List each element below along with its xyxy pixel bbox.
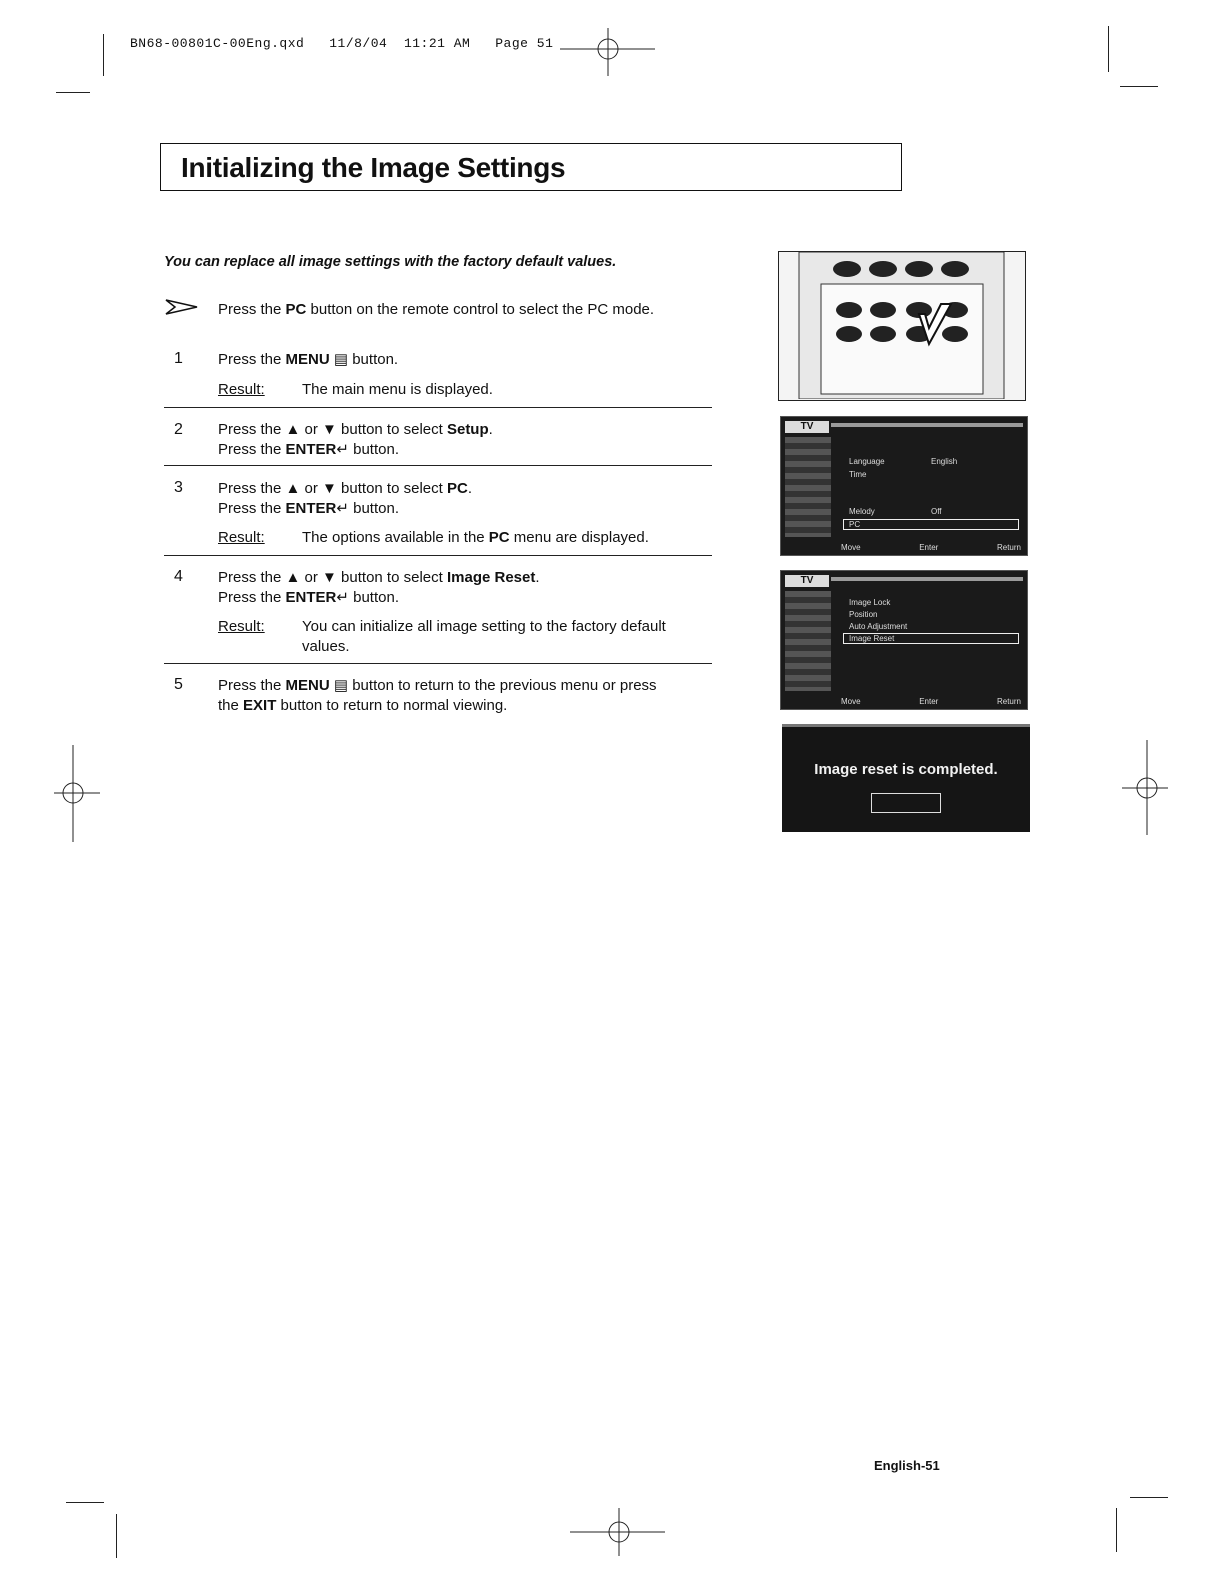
menu-footer [841,697,1021,706]
menu-item: Position [849,610,878,619]
remote-control-illustration [778,251,1026,401]
menu-icon: ▤ [329,351,349,368]
menu-item: Language [849,457,885,466]
step-3-line-1: Press the ▲ or ▼ button to select PC. [218,480,472,497]
intro-text: You can replace all image settings with the factory default values. [164,254,617,270]
result-label: Result: [218,618,265,635]
registration-mark-left [52,745,102,845]
title-box [160,143,902,191]
crop-mark [56,92,90,93]
pc-menu-screenshot [780,570,1028,710]
menu-header-bar [831,423,1023,427]
footer-move: Move [841,543,861,552]
menu-item: Image Lock [849,598,891,607]
menu-icon-column [785,591,831,691]
menu-item: Melody [849,507,875,516]
note-text: Press the PC button on the remote control to select the PC mode. [218,301,655,318]
enter-icon: ↵ [336,589,349,606]
dialog-message: Image reset is completed. [814,761,998,778]
step-5-line-2: the EXIT button to return to normal viewing. [218,697,508,714]
menu-icon-column [785,437,831,537]
step-number: 2 [174,421,183,438]
step-1-line: Press the MENU ▤ button. [218,351,399,368]
reset-complete-dialog [782,724,1030,832]
step-4-result-2: values. [302,638,350,655]
menu-icon: ▤ [329,677,349,694]
crop-mark [1130,1497,1168,1498]
divider [164,555,712,556]
page-footer: English-51 [874,1458,940,1473]
step-2-line-2: Press the ENTER↵ button. [218,441,399,458]
page-title: Initializing the Image Settings [181,152,566,183]
crop-mark [1120,86,1158,87]
remote-buttons-graphic [779,252,1024,399]
step-3-result: The options available in the PC menu are displayed. [302,529,649,546]
menu-item-value: English [931,457,958,466]
menu-item: Auto Adjustment [849,622,908,631]
crop-mark [116,1514,117,1558]
result-label: Result: [218,381,265,398]
registration-mark-bottom [570,1508,670,1558]
footer-return: Return [996,543,1021,552]
registration-mark-right [1120,740,1170,840]
crop-mark [103,34,104,76]
step-number: 1 [174,350,183,367]
menu-header-bar [831,577,1023,581]
dialog-ok-button [871,793,941,813]
footer-enter: Enter [919,697,939,706]
step-number: 3 [174,479,183,496]
file-slug: BN68-00801C-00Eng.qxd 11/8/04 11:21 AM Page 51 [130,36,554,51]
footer-enter: Enter [919,543,939,552]
enter-icon: ↵ [336,441,349,458]
divider [164,465,712,466]
crop-mark [1108,26,1109,72]
crop-mark [1116,1508,1117,1552]
menu-tab: TV [785,575,829,587]
setup-menu-screenshot [780,416,1028,556]
enter-icon: ↵ [336,500,349,517]
step-4-result-1: You can initialize all image setting to the factory default [302,618,666,635]
note-arrow-icon [165,299,199,315]
step-2-line-1: Press the ▲ or ▼ button to select Setup. [218,421,493,438]
menu-item: Time [849,470,867,479]
menu-item-value: Off [931,507,942,516]
step-4-line-2: Press the ENTER↵ button. [218,589,399,606]
menu-item-selected: Image Reset [849,634,895,643]
footer-return: Return [996,697,1021,706]
step-5-line-1: Press the MENU ▤ button to return to the previous menu or press [218,677,657,694]
crop-mark [66,1502,104,1503]
menu-item-selected: PC [849,520,861,529]
divider [164,663,712,664]
registration-mark-top [560,28,660,78]
step-number: 5 [174,676,183,693]
footer-move: Move [841,697,861,706]
menu-footer [841,543,1021,552]
divider [164,407,712,408]
step-3-line-2: Press the ENTER↵ button. [218,500,399,517]
step-4-line-1: Press the ▲ or ▼ button to select Image Reset. [218,569,540,586]
menu-selection-highlight [843,519,1019,530]
step-1-result: The main menu is displayed. [302,381,493,398]
step-number: 4 [174,568,183,585]
result-label: Result: [218,529,265,546]
menu-tab: TV [785,421,829,433]
